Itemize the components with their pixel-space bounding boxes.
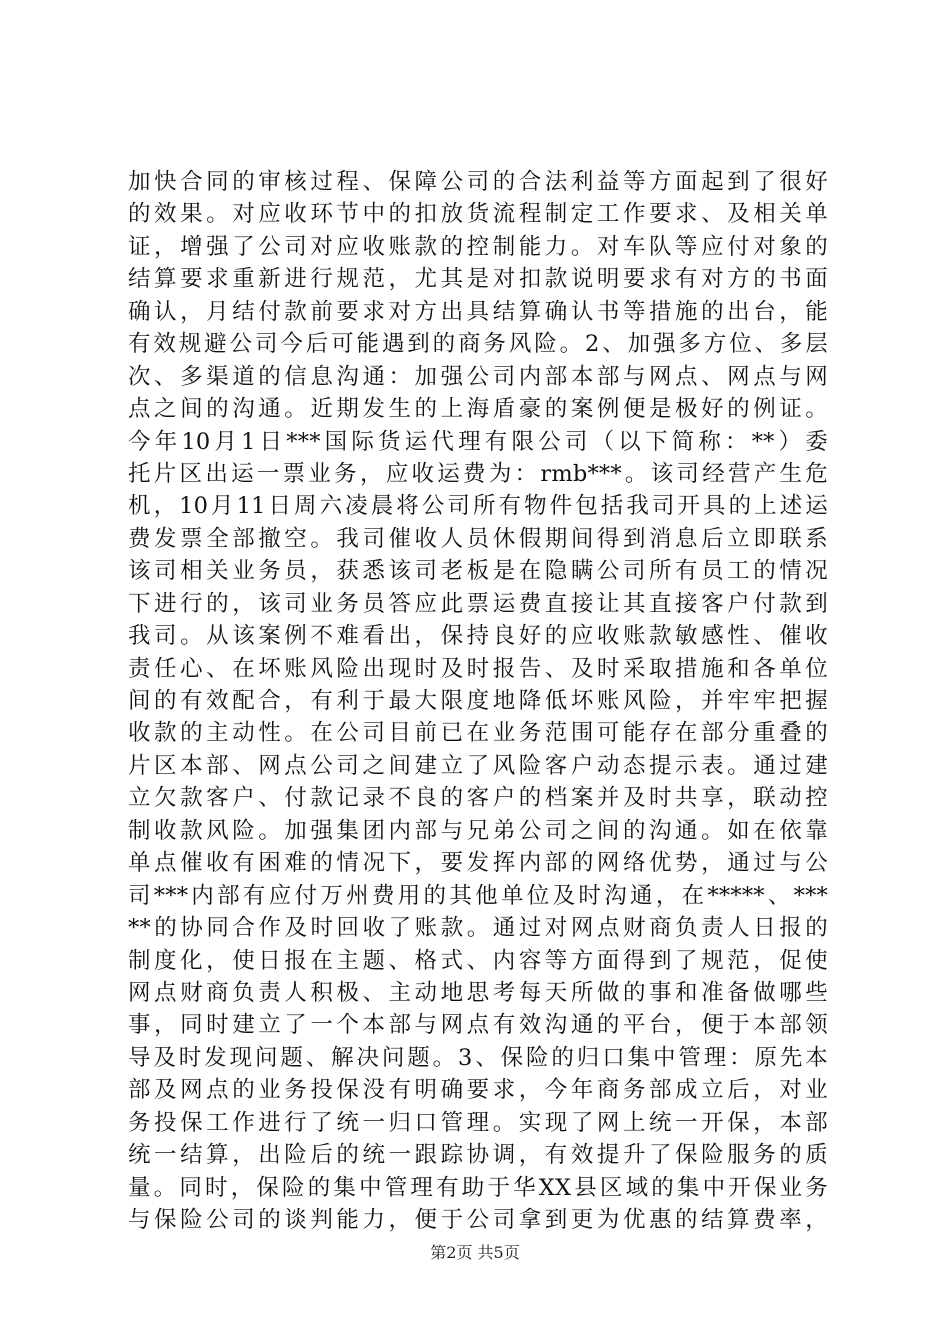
text-line: 片区本部、网点公司之间建立了风险客户动态提示表。通过建 — [128, 752, 828, 779]
text-line: 托片区出运一票业务，应收运费为：rmb***。该司经营产生危 — [128, 460, 828, 487]
text-line: 单点催收有困难的情况下，要发挥内部的网络优势，通过与公 — [128, 850, 828, 877]
text-line: 制度化，使日报在主题、格式、内容等方面得到了规范，促使 — [128, 947, 828, 974]
text-line: 司***内部有应付万州费用的其他单位及时沟通，在*****、*** — [128, 882, 828, 909]
text-line: 我司。从该案例不难看出，保持良好的应收账款敏感性、催收 — [128, 623, 828, 650]
text-line: 确认，月结付款前要求对方出具结算确认书等措施的出台，能 — [128, 298, 828, 325]
text-line: 量。同时，保险的集中管理有助于华XX县区域的集中开保业务 — [128, 1174, 828, 1201]
document-body — [128, 166, 828, 1236]
text-line: 今年10月1日***国际货运代理有限公司（以下简称：**）委 — [128, 428, 828, 455]
text-line: 事，同时建立了一个本部与网点有效沟通的平台，便于本部领 — [128, 1012, 828, 1039]
text-line: 次、多渠道的信息沟通：加强公司内部本部与网点、网点与网 — [128, 363, 828, 390]
text-line: 导及时发现问题、解决问题。3、保险的归口集中管理：原先本 — [128, 1044, 828, 1071]
text-line: 制收款风险。加强集团内部与兄弟公司之间的沟通。如在依靠 — [128, 817, 828, 844]
text-line: 费发票全部撤空。我司催收人员休假期间得到消息后立即联系 — [128, 525, 828, 552]
text-line: 该司相关业务员，获悉该司老板是在隐瞒公司所有员工的情况 — [128, 558, 828, 585]
text-line: 部及网点的业务投保没有明确要求，今年商务部成立后，对业 — [128, 1077, 828, 1104]
text-line: 结算要求重新进行规范，尤其是对扣款说明要求有对方的书面 — [128, 266, 828, 293]
text-line: 有效规避公司今后可能遇到的商务风险。2、加强多方位、多层 — [128, 331, 828, 358]
text-line: 证，增强了公司对应收账款的控制能力。对车队等应付对象的 — [128, 233, 828, 260]
text-line: 收款的主动性。在公司目前已在业务范围可能存在部分重叠的 — [128, 720, 828, 747]
text-line: 加快合同的审核过程、保障公司的合法利益等方面起到了很好 — [128, 169, 828, 195]
text-line: 机，10月11日周六凌晨将公司所有物件包括我司开具的上述运 — [128, 493, 828, 520]
page-number: 第2页 共5页 — [430, 1243, 520, 1262]
text-line: 立欠款客户、付款记录不良的客户的档案并及时共享，联动控 — [128, 785, 828, 812]
text-line: 统一结算，出险后的统一跟踪协调，有效提升了保险服务的质 — [128, 1142, 828, 1169]
text-line: 务投保工作进行了统一归口管理。实现了网上统一开保，本部 — [128, 1109, 828, 1136]
text-line: **的协同合作及时回收了账款。通过对网点财商负责人日报的 — [128, 915, 828, 942]
text-line: 责任心、在坏账风险出现时及时报告、及时采取措施和各单位 — [128, 655, 828, 682]
text-line: 的效果。对应收环节中的扣放货流程制定工作要求、及相关单 — [128, 201, 828, 228]
text-line: 间的有效配合，有利于最大限度地降低坏账风险，并牢牢把握 — [128, 688, 828, 714]
text-line: 点之间的沟通。近期发生的上海盾豪的案例便是极好的例证。 — [128, 396, 828, 423]
text-line: 下进行的，该司业务员答应此票运费直接让其直接客户付款到 — [128, 590, 828, 617]
text-line: 与保险公司的谈判能力，便于公司拿到更为优惠的结算费率， — [128, 1207, 828, 1233]
text-line: 网点财商负责人积极、主动地思考每天所做的事和准备做哪些 — [128, 979, 828, 1006]
